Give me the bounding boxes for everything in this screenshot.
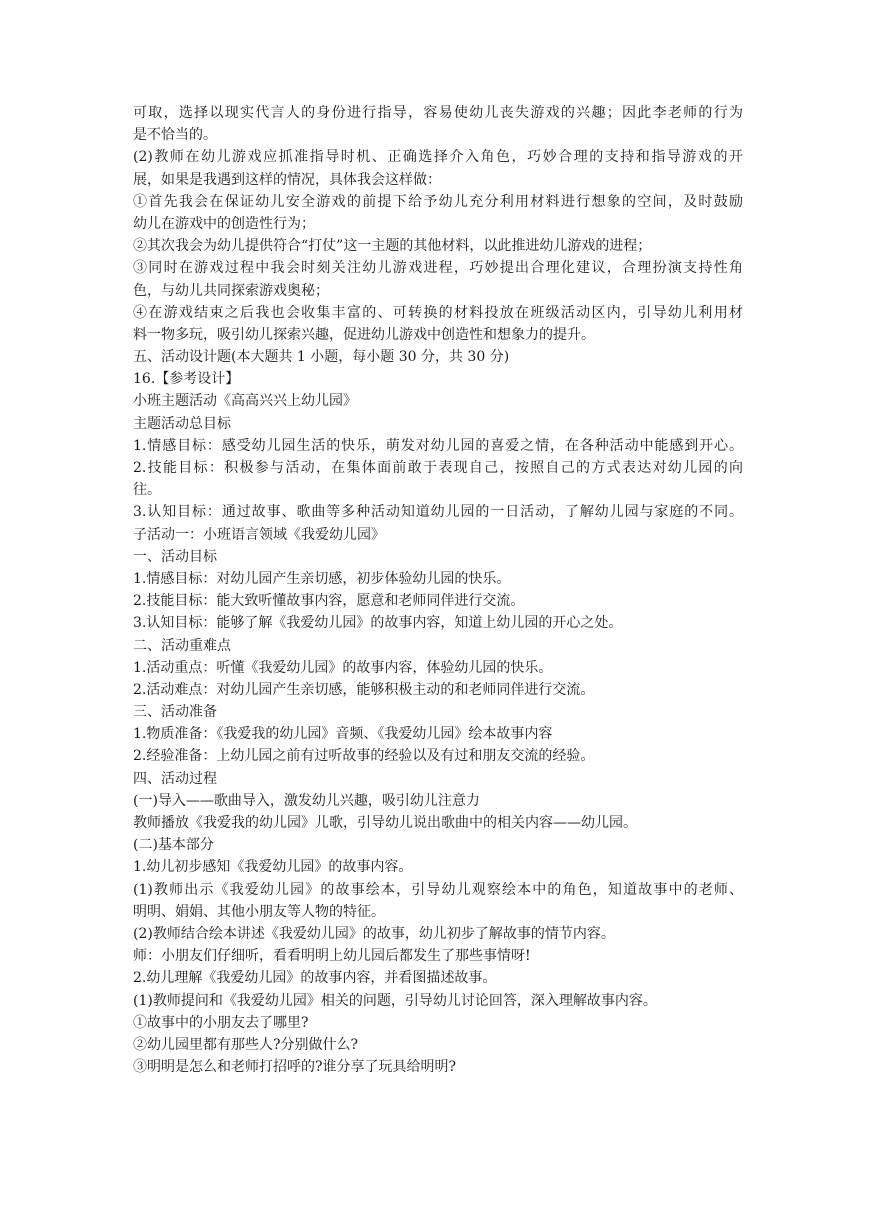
text-line: 子活动一：小班语言领域《我爱幼儿园》 (133, 526, 385, 543)
text-line: 小班主题活动《高高兴兴上幼儿园》 (133, 393, 357, 410)
text-line: 2.活动难点：对幼儿园产生亲切感，能够积极主动的和老师同伴进行交流。 (133, 681, 595, 698)
text-line: ①故事中的小朋友去了哪里? (133, 1014, 309, 1031)
text-line: 师：小朋友们仔细听，看看明明上幼儿园后都发生了那些事情呀! (133, 948, 531, 965)
text-line: ②幼儿园里都有那些人?分别做什么? (133, 1036, 359, 1053)
text-line: 往。 (133, 482, 161, 499)
document-body (133, 102, 743, 1078)
text-line: 1.物质准备：《我爱我的幼儿园》音频、《我爱幼儿园》绘本故事内容 (133, 726, 553, 743)
text-line: (1)教师提问和《我爱幼儿园》相关的问题，引导幼儿讨论回答，深入理解故事内容。 (133, 992, 657, 1009)
text-line: 料一物多玩，吸引幼儿探索兴趣，促进幼儿游戏中创造性和想象力的提升。 (133, 326, 595, 343)
text-line: (2)教师结合绘本讲述《我爱幼儿园》的故事，幼儿初步了解故事的情节内容。 (133, 925, 615, 942)
text-line: (2)教师在幼儿游戏应抓准指导时机、正确选择介入角色，巧妙合理的支持和指导游戏的开 (133, 149, 743, 166)
text-line: 主题活动总目标 (133, 415, 231, 432)
text-line: 1.情感目标：感受幼儿园生活的快乐，萌发对幼儿园的喜爱之情，在各种活动中能感到开心。 (133, 437, 743, 454)
text-line: ②其次我会为幼儿提供符合“打仗”这一主题的其他材料，以此推进幼儿游戏的进程； (133, 238, 652, 255)
text-line: ③明明是怎么和老师打招呼的?谁分享了玩具给明明? (133, 1059, 457, 1076)
text-line: 2.技能目标：积极参与活动，在集体面前敢于表现自己，按照自己的方式表达对幼儿园的向 (133, 460, 743, 476)
text-line: 2.经验准备：上幼儿园之前有过听故事的经验以及有过和朋友交流的经验。 (133, 748, 595, 765)
text-line: 一、活动目标 (133, 548, 217, 565)
text-line: 可取，选择以现实代言人的身份进行指导，容易使幼儿丧失游戏的兴趣；因此李老师的行为 (133, 105, 743, 121)
text-line: 五、活动设计题(本大题共 1 小题，每小题 30 分，共 30 分) (133, 349, 510, 366)
text-line: 2.技能目标：能大致听懂故事内容，愿意和老师同伴进行交流。 (133, 593, 525, 610)
text-line: ④在游戏结束之后我也会收集丰富的、可转换的材料投放在班级活动区内，引导幼儿利用材 (133, 304, 743, 321)
text-line: (二)基本部分 (133, 837, 214, 854)
text-line: 四、活动过程 (133, 770, 217, 787)
text-line: 三、活动准备 (133, 704, 217, 721)
text-line: 教师播放《我爱我的幼儿园》儿歌，引导幼儿说出歌曲中的相关内容——幼儿园。 (133, 815, 637, 831)
text-line: 1.幼儿初步感知《我爱幼儿园》的故事内容。 (133, 859, 413, 876)
text-line: 1.情感目标：对幼儿园产生亲切感，初步体验幼儿园的快乐。 (133, 570, 511, 587)
text-line: 2.幼儿理解《我爱幼儿园》的故事内容，并看图描述故事。 (133, 970, 497, 987)
text-line: ③同时在游戏过程中我会时刻关注幼儿游戏进程，巧妙提出合理化建议，合理扮演支持性角 (133, 260, 743, 277)
text-line: 展，如果是我遇到这样的情况，具体我会这样做： (133, 171, 441, 188)
text-line: 幼儿在游戏中的创造性行为； (133, 215, 315, 232)
text-line: 是不恰当的。 (133, 127, 217, 144)
text-line: 二、活动重难点 (133, 637, 231, 654)
text-line: (一)导入——歌曲导入，激发幼儿兴趣，吸引幼儿注意力 (133, 792, 480, 809)
text-line: 3.认知目标：通过故事、歌曲等多种活动知道幼儿园的一日活动，了解幼儿园与家庭的不同。 (133, 504, 743, 521)
text-line: 色，与幼儿共同探索游戏奥秘； (133, 282, 329, 299)
text-line: ①首先我会在保证幼儿安全游戏的前提下给予幼儿充分利用材料进行想象的空间，及时鼓励 (133, 193, 743, 210)
text-line: 明明、娟娟、其他小朋友等人物的特征。 (133, 903, 385, 920)
text-line: 16.【参考设计】 (133, 371, 240, 388)
text-line: 1.活动重点：听懂《我爱幼儿园》的故事内容，体验幼儿园的快乐。 (133, 659, 553, 676)
text-line: (1)教师出示《我爱幼儿园》的故事绘本，引导幼儿观察绘本中的角色，知道故事中的老师、 (133, 881, 743, 898)
text-line: 3.认知目标：能够了解《我爱幼儿园》的故事内容，知道上幼儿园的开心之处。 (133, 615, 623, 632)
